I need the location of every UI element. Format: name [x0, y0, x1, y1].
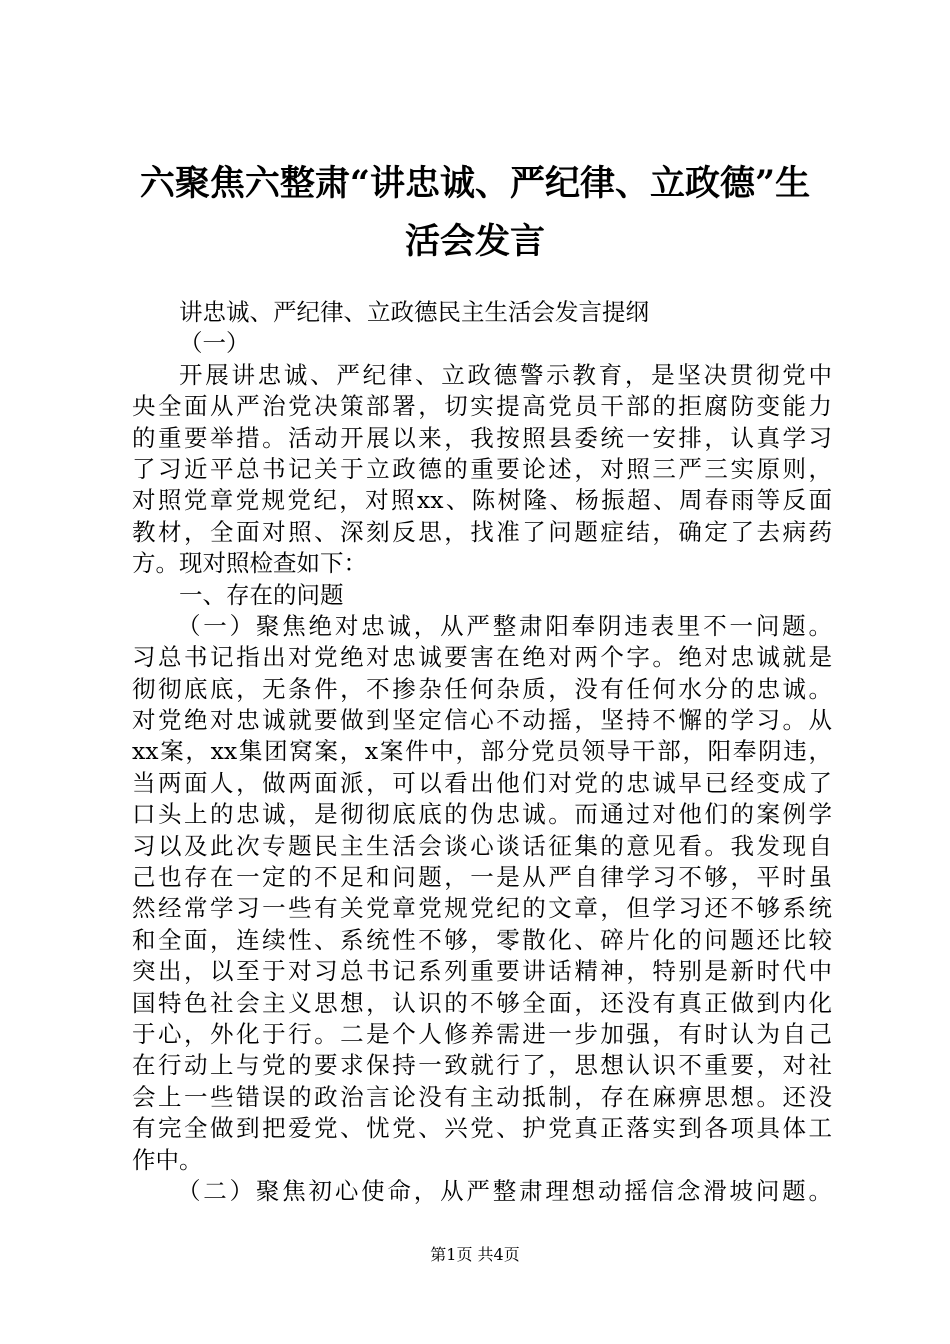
body-line: 然经常学习一些有关党章党规党纪的文章，但学习还不够系统 — [132, 894, 832, 923]
body-line: 方。现对照检查如下： — [132, 549, 367, 578]
body-line: 习以及此次专题民主生活会谈心谈话征集的意见看。我发现自 — [132, 831, 832, 860]
document-body — [132, 297, 832, 1207]
body-line: （二）聚焦初心使命，从严整肃理想动摇信念滑坡问题。 — [177, 1176, 832, 1205]
body-line: 口头上的忠诚，是彻彻底底的伪忠诚。而通过对他们的案例学 — [132, 800, 832, 829]
body-line: 国特色社会主义思想，认识的不够全面，还没有真正做到内化 — [132, 988, 832, 1017]
body-line: 在行动上与党的要求保持一致就行了，思想认识不重要，对社 — [132, 1051, 832, 1080]
body-line: 当两面人，做两面派，可以看出他们对党的忠诚早已经变成了 — [132, 768, 832, 797]
body-line: 己也存在一定的不足和问题，一是从严自律学习不够，平时虽 — [132, 863, 832, 892]
body-line: 作中。 — [132, 1145, 203, 1174]
body-line: 讲忠诚、严纪律、立政德民主生活会发言提纲 — [179, 298, 649, 326]
body-line: 习总书记指出对党绝对忠诚要害在绝对两个字。绝对忠诚就是 — [132, 643, 832, 672]
body-line: xx案，xx集团窝案，x案件中，部分党员领导干部，阳奉阴违， — [132, 737, 832, 766]
body-line: 对照党章党规党纪，对照xx、陈树隆、杨振超、周春雨等反面 — [132, 486, 832, 515]
body-line: 突出，以至于对习总书记系列重要讲话精神，特别是新时代中 — [132, 957, 832, 986]
body-line: 对党绝对忠诚就要做到坚定信心不动摇，坚持不懈的学习。从 — [132, 706, 832, 735]
page-footer: 第1页 共4页 — [430, 1245, 520, 1264]
body-line: 和全面，连续性、系统性不够，零散化、碎片化的问题还比较 — [132, 925, 832, 954]
body-line: 彻彻底底，无条件，不掺杂任何杂质，没有任何水分的忠诚。 — [132, 674, 832, 703]
body-line: 开展讲忠诚、严纪律、立政德警示教育，是坚决贯彻党中 — [179, 360, 832, 389]
document-title-line-1: 六聚焦六整肃“讲忠诚、严纪律、立政德”生 — [139, 163, 811, 204]
body-line: 于心，外化于行。二是个人修养需进一步加强，有时认为自己 — [132, 1019, 832, 1048]
body-line: （一） — [179, 329, 250, 358]
body-line: 的重要举措。活动开展以来，我按照县委统一安排，认真学习 — [132, 423, 832, 452]
body-line: 教材，全面对照、深刻反思，找准了问题症结，确定了去病药 — [132, 517, 832, 546]
body-line: 央全面从严治党决策部署，切实提高党员干部的拒腐防变能力 — [132, 392, 832, 421]
body-line: 一、存在的问题 — [179, 580, 344, 609]
body-line: 了习近平总书记关于立政德的重要论述，对照三严三实原则， — [132, 454, 832, 483]
document-title-line-2: 活会发言 — [404, 221, 545, 262]
body-line: 会上一些错误的政治言论没有主动抵制，存在麻痹思想。还没 — [132, 1082, 832, 1111]
body-line: （一）聚焦绝对忠诚，从严整肃阳奉阴违表里不一问题。 — [177, 611, 832, 640]
body-line: 有完全做到把爱党、忧党、兴党、护党真正落实到各项具体工 — [132, 1114, 832, 1143]
